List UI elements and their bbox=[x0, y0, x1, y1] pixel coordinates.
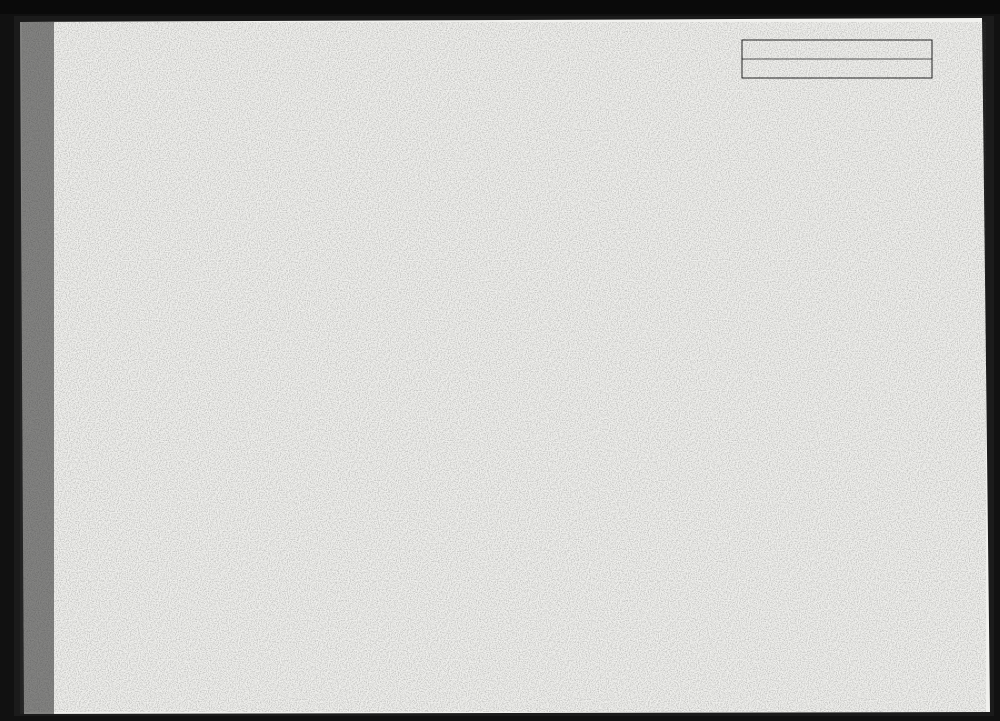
scan-noise bbox=[22, 22, 986, 712]
census-sheet-scan bbox=[14, 16, 994, 716]
census-sheet bbox=[14, 16, 994, 716]
left-dark-edge bbox=[20, 22, 54, 714]
site-banner bbox=[0, 0, 1000, 14]
